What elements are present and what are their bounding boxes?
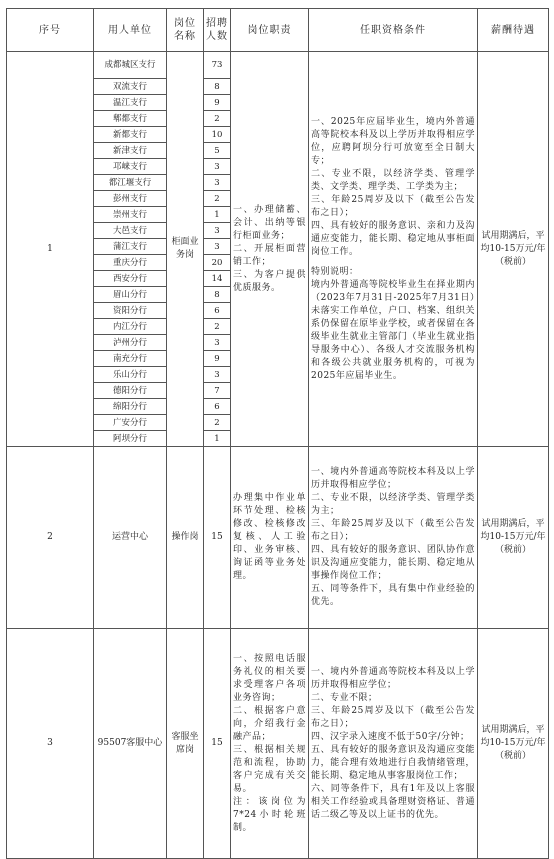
requirements-cell	[309, 629, 478, 859]
requirement-item: 四、具有较好的服务意识、团队协作意识及沟通应变能力，能长期、稳定地从事操作岗位工作；	[311, 545, 475, 581]
requirement-item: 二、专业不限，以经济学类、管理学类、文学类、理学类、工学类为主；	[311, 168, 475, 192]
count-cell: 1	[204, 207, 231, 223]
count-cell: 3	[204, 175, 231, 191]
duty-item: 二、开展柜面营销工作；	[233, 243, 306, 267]
count-cell: 8	[204, 79, 231, 95]
duty-item: 三、为客户提供优质服务。	[233, 269, 306, 293]
duty-item: 一、办理储蓄、会计、出纳等银行柜面业务；	[233, 204, 306, 241]
count-cell: 3	[204, 159, 231, 175]
unit-cell: 新都支行	[94, 127, 167, 143]
unit-cell: 都江堰支行	[94, 175, 167, 191]
unit-cell: 德阳分行	[94, 383, 167, 399]
count-cell: 9	[204, 351, 231, 367]
count-cell: 9	[204, 95, 231, 111]
seq-cell: 3	[7, 629, 94, 859]
pay-cell: 试用期满后，平均10-15万元/年（税前）	[478, 52, 549, 447]
requirement-item: 三、年龄25周岁及以下（截至公告发布之日）；	[311, 519, 475, 542]
pay-cell: 试用期满后，平均10-15万元/年（税前）	[478, 447, 549, 629]
duty-note: 注：该岗位为7*24小时轮班制。	[233, 796, 306, 833]
count-cell: 2	[204, 319, 231, 335]
header-seq: 序号	[7, 9, 94, 52]
table-row	[7, 52, 549, 79]
row-group-2	[7, 447, 549, 629]
unit-cell: 彭州支行	[94, 191, 167, 207]
count-cell: 3	[204, 367, 231, 383]
requirement-item: 三、年龄25周岁及以下（截至公告发布之日）；	[311, 194, 475, 218]
table-row	[7, 447, 549, 629]
unit-cell: 西安分行	[94, 271, 167, 287]
unit-cell: 重庆分行	[94, 255, 167, 271]
unit-cell: 资阳分行	[94, 303, 167, 319]
duty-item: 三、根据相关规范和流程，协助客户完成有关交易。	[233, 744, 306, 794]
requirements-cell	[309, 52, 478, 447]
post-cell: 操作岗	[167, 447, 204, 629]
duty-item: 一、按照电话服务礼仪的相关要求受理客户各项业务咨询；	[233, 653, 306, 703]
unit-cell: 乐山分行	[94, 367, 167, 383]
special-note-text: 境内外普通高等院校毕业生在择业期内（2023年7月31日-2025年7月31日）未落实工作单位，户口、档案、组织关系仍保留在原毕业学校，或者保留在各级毕业生就业主管部门（毕业生就业指导服务中心）、各级人才交流服务机构和各级公共就业服务机构的，可视为2025年应届毕业生。	[311, 279, 475, 381]
unit-cell: 运营中心	[94, 447, 167, 629]
requirement-item: 四、具有较好的服务意识、亲和力及沟通应变能力，能长期、稳定地从事柜面岗位工作。	[311, 220, 475, 257]
count-cell: 2	[204, 111, 231, 127]
count-cell: 10	[204, 127, 231, 143]
unit-cell: 邛崃支行	[94, 159, 167, 175]
count-cell: 3	[204, 223, 231, 239]
unit-cell: 南充分行	[94, 351, 167, 367]
unit-cell: 广安分行	[94, 415, 167, 431]
post-cell: 柜面业务岗	[167, 52, 204, 447]
unit-cell: 泸州分行	[94, 335, 167, 351]
count-cell: 15	[204, 629, 231, 859]
requirement-item: 一、2025年应届毕业生，境内外普通高等院校本科及以上学历并取得相应学位，应聘阿坝分行可放宽至全日制大专；	[311, 116, 475, 166]
unit-cell: 双流支行	[94, 79, 167, 95]
requirement-item: 五、同等条件下，具有集中作业经验的优先。	[311, 584, 475, 607]
header-pay: 薪酬待遇	[478, 9, 549, 52]
requirement-item: 四、汉字录入速度不低于50字/分钟；	[311, 731, 470, 742]
seq-cell: 1	[7, 52, 94, 447]
unit-cell: 95507客服中心	[94, 629, 167, 859]
table-header-row	[7, 9, 549, 52]
recruitment-table	[6, 8, 549, 859]
duty-item: 办理集中作业单环节处理、检核修改、检核修改复核、人工验印、业务审核、询证函等业务处理。	[233, 493, 306, 581]
duty-item: 二、根据客户意向，介绍我行金融产品；	[233, 705, 306, 742]
duties-cell	[231, 629, 309, 859]
count-cell: 73	[204, 52, 231, 79]
count-cell: 3	[204, 335, 231, 351]
row-group-1	[7, 52, 549, 447]
count-cell: 8	[204, 287, 231, 303]
requirement-item: 五、具有较好的服务意识及沟通应变能力，能合理有效地进行自我情绪管理，能长期、稳定地从事客服岗位工作；	[311, 744, 475, 781]
count-cell: 2	[204, 191, 231, 207]
special-note-title: 特别说明：	[311, 266, 359, 277]
unit-cell: 大邑支行	[94, 223, 167, 239]
header-unit: 用人单位	[94, 9, 167, 52]
count-cell: 6	[204, 399, 231, 415]
count-cell: 14	[204, 271, 231, 287]
unit-cell: 温江支行	[94, 95, 167, 111]
duties-cell	[231, 447, 309, 629]
duties-cell	[231, 52, 309, 447]
paragraph-gap	[311, 259, 475, 266]
unit-cell: 崇州支行	[94, 207, 167, 223]
unit-cell: 郫都支行	[94, 111, 167, 127]
header-count: 招聘人数	[204, 9, 231, 52]
requirement-item: 二、专业不限；	[311, 692, 378, 703]
unit-cell: 眉山分行	[94, 287, 167, 303]
count-cell: 20	[204, 255, 231, 271]
row-group-3	[7, 629, 549, 859]
table-row	[7, 629, 549, 859]
requirement-item: 三、年龄25周岁及以下（截至公告发布之日）；	[311, 705, 475, 729]
header-requirements: 任职资格条件	[309, 9, 478, 52]
pay-cell: 试用期满后，平均10-15万元/年（税前）	[478, 629, 549, 859]
unit-cell: 绵阳分行	[94, 399, 167, 415]
requirements-cell	[309, 447, 478, 629]
count-cell: 5	[204, 143, 231, 159]
count-cell: 3	[204, 239, 231, 255]
count-cell: 7	[204, 383, 231, 399]
unit-cell: 蒲江支行	[94, 239, 167, 255]
count-cell: 2	[204, 415, 231, 431]
unit-cell: 新津支行	[94, 143, 167, 159]
seq-cell: 2	[7, 447, 94, 629]
unit-cell: 内江分行	[94, 319, 167, 335]
requirement-item: 一、境内外普通高等院校本科及以上学历并取得相应学位；	[311, 467, 475, 490]
requirement-item: 一、境内外普通高等院校本科及以上学历并取得相应学位；	[311, 666, 475, 690]
requirement-item: 二、专业不限，以经济学类、管理学类为主；	[311, 493, 475, 516]
unit-cell: 成都城区支行	[94, 52, 167, 79]
count-cell: 6	[204, 303, 231, 319]
header-post: 岗位名称	[167, 9, 204, 52]
count-cell: 15	[204, 447, 231, 629]
header-duties: 岗位职责	[231, 9, 309, 52]
requirement-item: 六、同等条件下，具有1年及以上客服相关工作经验或具备理财资格证、普通话二级乙等及以上证书的优先。	[311, 783, 475, 820]
unit-cell: 阿坝分行	[94, 431, 167, 447]
count-cell: 1	[204, 431, 231, 447]
post-cell: 客服坐席岗	[167, 629, 204, 859]
